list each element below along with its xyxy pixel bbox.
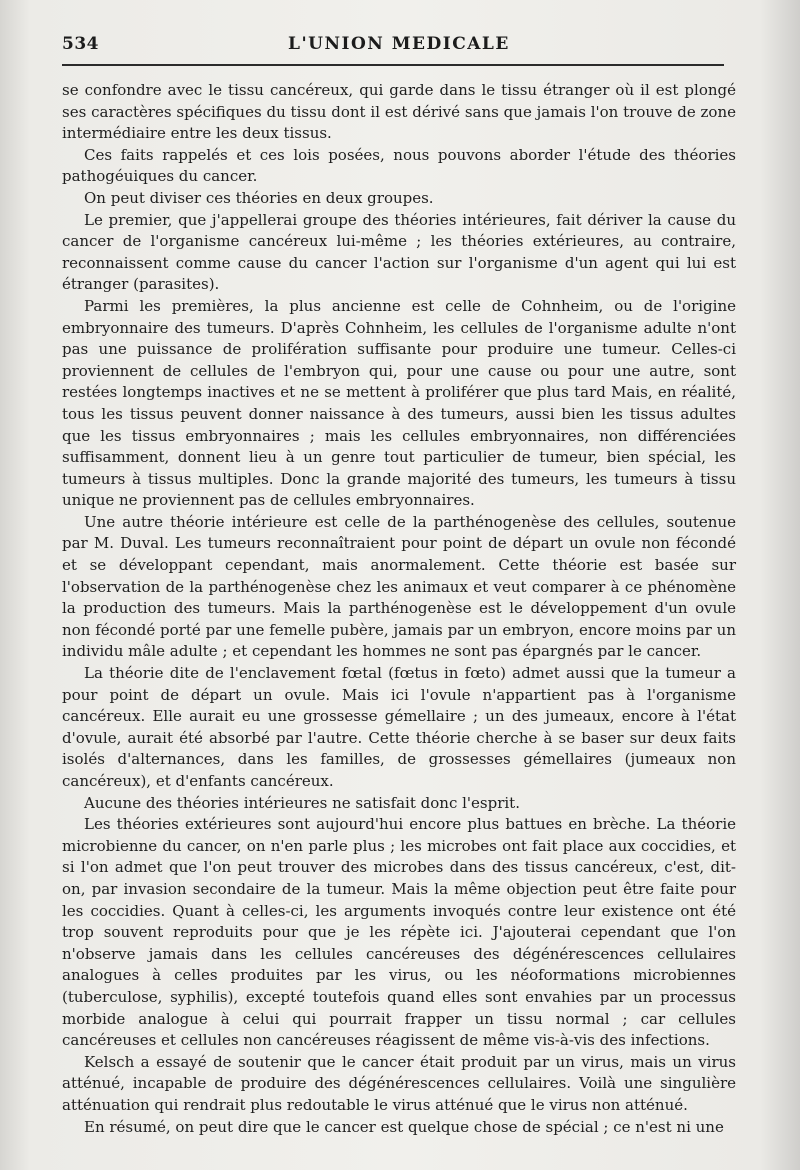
paragraph: Aucune des théories intérieures ne satisfait donc l'esprit.: [84, 793, 520, 812]
body-text: [62, 80, 736, 1138]
paragraph: Les théories extérieures sont aujourd'hui encore plus battues en brèche. La théorie microbienne du cancer, on n'en parle plus ; les microbes ont fait place aux coccidies, et si l'on admet que l'on peut trouver des microbes dans des tissus cancéreux, c'est, dit-on, par invasion secondaire de la tumeur. Mais la même objection peut être faite pour les coccidies. Quant à celles-ci, les arguments invoqués contre leur existence ont été trop souvent reproduits pour que je les répète ici. J'ajouterai cependant que l'on n'observe jamais dans les cellules cancéreuses des dégénérescences cellulaires analogues à celles produites par les virus, ou les néoformations microbiennes (tuberculose, syphilis), excepté toutefois quand elles sont envahies par un processus morbide analogue à celui qui pourrait frapper un tissu normal ; car cellules cancéreuses et cellules non cancéreuses réagissent de même vis-à-vis des infections.: [62, 815, 736, 1050]
paragraph: Kelsch a essayé de soutenir que le cancer était produit par un virus, mais un virus atténué, incapable de produire des dégénérescences cellulaires. Voilà une singulière atténuation qui rendrait plus redoutable le virus atténué que le virus non atténué.: [62, 1052, 736, 1114]
paragraph: Le premier, que j'appellerai groupe des théories intérieures, fait dériver la cause du cancer de l'organisme cancéreux lui-même ; les théories extérieures, au contraire, reconnaissent comme cause du cancer l'action sur l'organisme d'un agent qui lui est étranger (parasites).: [62, 210, 736, 294]
paragraph: Parmi les premières, la plus ancienne est celle de Cohnheim, ou de l'origine embryonnaire des tumeurs. D'après Cohnheim, les cellules de l'organisme adulte n'ont pas une puissance de prolifération suffisante pour produire une tumeur. Celles-ci proviennent de cellules de l'embryon qui, pour une cause ou pour une autre, sont restées longtemps inactives et ne se mettent à proliférer que plus tard Mais, en réalité, tous les tissus peuvent donner naissance à des tumeurs, aussi bien les tissus adultes que les tissus embryonnaires ; mais les cellules embryonnaires, non différenciées suffisamment, donnent lieu à un genre tout particulier de tumeur, bien spécial, les tumeurs à tissus multiples. Donc la grande majorité des tumeurs, les tumeurs à tissu unique ne proviennent pas de cellules embryonnaires.: [62, 296, 736, 510]
page-header: [62, 30, 724, 60]
paragraph: On peut diviser ces théories en deux groupes.: [84, 188, 434, 207]
paragraph-continuation: se confondre avec le tissu cancéreux, qui garde dans le tissu étranger où il est plongé ses caractères spécifiques du tissu dont il est dérivé sans que jamais l'on trouve de zone intermédiaire entre les deux tissus.: [62, 81, 736, 143]
page-number: 534: [62, 34, 99, 54]
header-rule: [62, 64, 724, 66]
paragraph: Ces faits rappelés et ces lois posées, nous pouvons aborder l'étude des théories pathogéuiques du cancer.: [62, 145, 736, 186]
paragraph: La théorie dite de l'enclavement fœtal (fœtus in fœto) admet aussi que la tumeur a pour point de départ un ovule. Mais ici l'ovule n'appartient pas à l'organisme cancéreux. Elle aurait eu une grossesse gémellaire ; un des jumeaux, encore à l'état d'ovule, aurait été absorbé par l'autre. Cette théorie cherche à se baser sur deux faits isolés d'alternances, dans les familles, de grossesses gémellaires (jumeaux non cancéreux), et d'enfants cancéreux.: [62, 664, 736, 790]
paragraph: Une autre théorie intérieure est celle de la parthénogenèse des cellules, soutenue par M. Duval. Les tumeurs reconnaîtraient pour point de départ un ovule non fécondé et se développant cependant, mais anormalement. Cette théorie est basée sur l'observation de la parthénogenèse chez les animaux et veut comparer à ce phénomène la production des tumeurs. Mais la parthénogenèse est le développement d'un ovule non fécondé porté par une femelle pubère, jamais par un embryon, encore moins par un individu mâle adulte ; et cependant les hommes ne sont pas épargnés par le cancer.: [62, 512, 736, 661]
running-title: L'UNION MEDICALE: [288, 34, 510, 54]
paragraph: En résumé, on peut dire que le cancer est quelque chose de spécial ; ce n'est ni une: [84, 1117, 724, 1136]
